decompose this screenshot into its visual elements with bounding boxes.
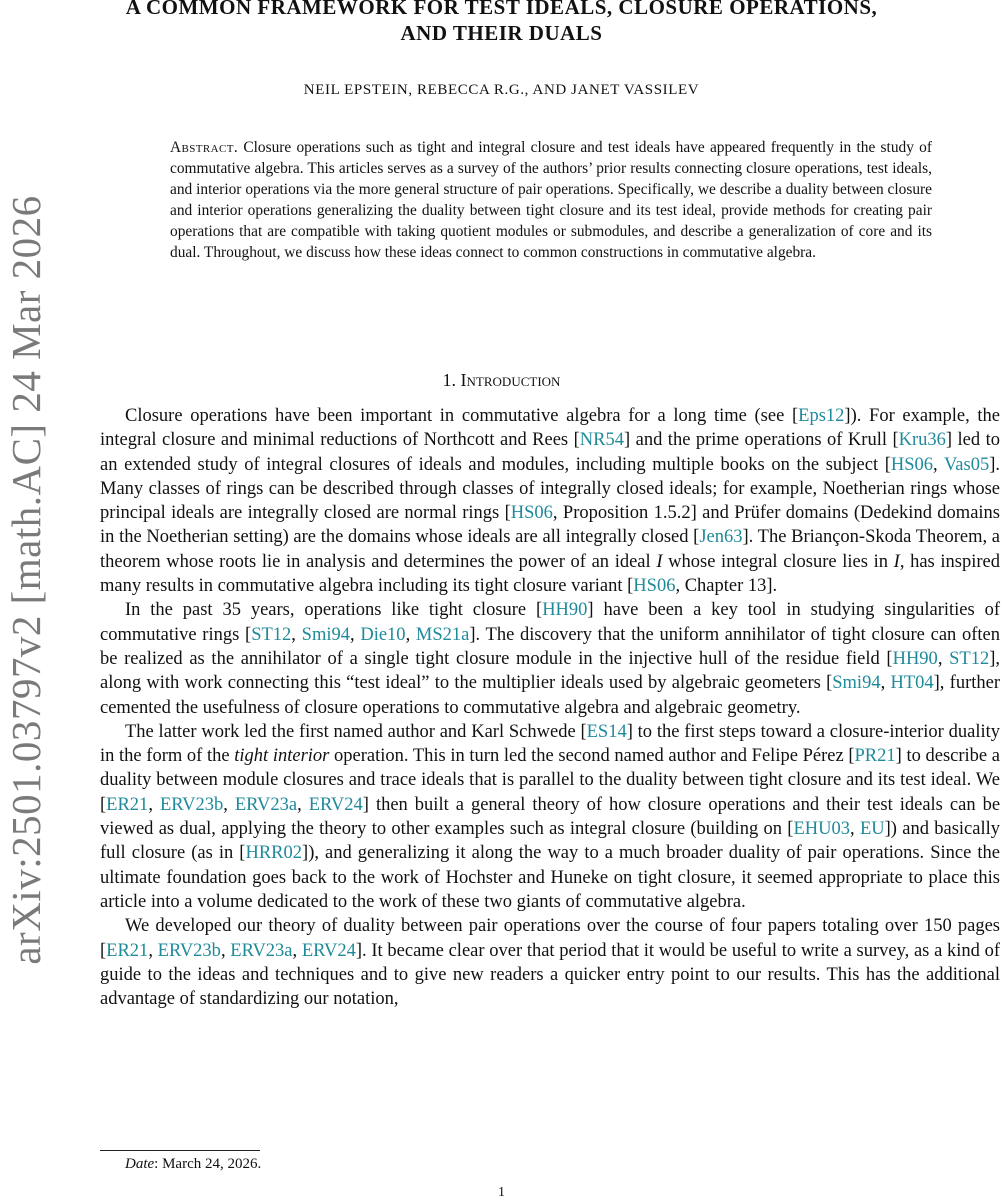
text-run: ] and the prime operations of Krull [ [623,430,899,451]
citation-link[interactable]: ERV23b [157,940,221,961]
footnote-label: Date [125,1156,155,1172]
math-symbol: I [656,551,663,572]
text-run: ] to the first steps toward a closure-interior duality in the form of the [100,721,1000,767]
text-run: , [223,794,235,815]
citation-link[interactable]: NR54 [579,430,624,451]
text-run: whose integral closure lies in [662,551,894,572]
text-run: ] to describe a duality between module closures and trace ideals that is parallel to the duality between tight closure and its test ideal. We [ [100,746,1000,815]
abstract-label: Abstract. [170,139,239,156]
citation-link[interactable]: Smi94 [301,624,350,645]
text-run: , [405,624,416,645]
page-number: 1 [498,1185,505,1200]
text-run: , [297,794,309,815]
paragraph-4 [100,914,1000,1011]
footnote [125,1156,261,1173]
text-run: ] have been a key tool in studying singularities of commutative rings [ [100,600,1000,645]
text-run: operation. This in turn led the second named author and Felipe Pérez [ [329,746,855,767]
text-run: ]. The Briançon-Skoda Theorem, a theorem whose roots lie in analysis and determines the power of an ideal [100,527,1000,572]
abstract [170,137,932,263]
text-run: , [933,454,944,475]
citation-link[interactable]: ES14 [586,721,627,742]
citation-link[interactable]: ST12 [251,624,292,645]
text-run: ]) and basically full closure (as in [ [100,819,1001,864]
title-line-2: AND THEIR DUALS [400,21,603,45]
section-number: 1. [442,370,457,390]
text-run: , Chapter 13]. [675,576,778,597]
text-run: ] led to an extended study of integral closures of ideals and modules, including multiple books on the subject [ [100,430,1001,475]
footnote-text: : March 24, 2026. [154,1156,262,1172]
text-run: , [148,940,158,961]
citation-link[interactable]: ERV23b [159,794,224,815]
text-run: , has inspired many results in commutative algebra including its tight closure variant [ [100,551,1000,597]
text-run: ]. Many classes of rings can be described through classes of integrally closed ideals; for example, Noetherian rings whose principal ideals are integrally closed are normal rings [ [100,454,1000,524]
footnote-rule [100,1150,260,1151]
citation-link[interactable]: Smi94 [832,673,881,694]
citation-link[interactable]: ST12 [949,648,990,669]
text-run: , [937,648,950,669]
text-run: The latter work led the first named author and Karl Schwede [ [125,721,587,742]
text-run: ]. It became clear over that period that it would be useful to write a survey, as a kind of guide to the ideas and techniques and to give new readers a quicker entry point to our results. This has the additional advantage of standardizing our notation, [100,940,1001,1010]
citation-link[interactable]: ERV23a [234,794,298,815]
body-text [100,404,1000,1011]
math-symbol: I [893,551,900,572]
citation-link[interactable]: HS06 [890,454,934,475]
citation-link[interactable]: HH90 [542,600,588,621]
paper-title [0,0,1003,46]
abstract-text: Closure operations such as tight and integral closure and test ideals have appeared frequently in the study of commutative algebra. This articles serves as a survey of the authors’ prior results connecting closure operations, test ideals, and interior operations via the more general structure of pair operations. Specifically, we describe a duality between closure and interior operations generalizing the duality between tight closure and its test ideal, provide methods for creating pair operations that are compatible with taking quotient modules or submodules, and describe a generalization of core and its dual. Throughout, we discuss how these ideas connect to common constructions in commutative algebra. [170,139,932,261]
citation-link[interactable]: Vas05 [943,454,990,475]
text-run: ]), and generalizing it along the way to a much broader duality of pair operations. Since the ultimate foundation goes back to the work of Hochster and Huneke on tight closure, it seemed appropriate to place this article into a volume dedicated to the work of these two giants of commutative algebra. [100,843,1000,912]
text-run: ]). For example, the integral closure and minimal reductions of Northcott and Rees [ [100,406,1000,451]
text-run: , [349,624,361,645]
citation-link[interactable]: HS06 [510,503,553,524]
text-run: , [220,940,231,961]
emphasis: tight interior [234,746,330,767]
citation-link[interactable]: HH90 [892,648,938,669]
section-title: Introduction [460,370,561,390]
citation-link[interactable]: PR21 [854,746,896,767]
citation-link[interactable]: ER21 [106,940,149,961]
text-run: ]. The discovery that the uniform annihilator of tight closure can often be realized as the annihilator of a single tight closure module in the injective hull of the residue field [ [100,624,1001,669]
citation-link[interactable]: MS21a [415,624,470,645]
text-run: , [880,673,891,694]
citation-link[interactable]: EHU03 [793,819,850,840]
text-run: Closure operations have been important in commutative algebra for a long time (see [125,406,792,426]
text-run: ] then built a general theory of how closure operations and their test ideals can be viewed as dual, applying the theory to other examples such as integral closure (building on [ [100,794,1001,840]
section-heading [0,370,1003,391]
paragraph-3 [100,720,1000,914]
text-run: ], along with work connecting this “test ideal” to the multiplier ideals used by algebraic geometers [ [100,648,1001,694]
citation-link[interactable]: HRR02 [245,843,303,864]
citation-link[interactable]: ERV23a [230,940,293,961]
citation-link[interactable]: ERV24 [308,794,363,815]
citation-link[interactable]: HT04 [890,673,934,694]
paragraph-2 [100,598,1000,719]
text-run: , [850,819,860,840]
text-run: , [292,940,302,961]
text-run: , [291,624,302,645]
title-line-1: A COMMON FRAMEWORK FOR TEST IDEALS, CLOSURE OPERATIONS, [125,0,878,19]
text-run: , [148,794,160,815]
citation-link[interactable]: Jen63 [699,527,743,548]
text-run: , Proposition 1.5.2] and Prüfer domains (Dedekind domains in the Noetherian setting) are the domains whose ideals are all integrally closed [ [100,503,1000,548]
paragraph-1: Closure operations have been important in commutative algebra for a long time (see [Eps12]). For example, the integral closure and minimal reductions of Northcott and Rees [NR54] and the prime operations of Krull [Kru36] led to an extended study of integral closures of ideals and modules, including multiple books on the subject [HS06, Vas05]. Many classes of rings can be described through classes of integrally closed ideals; for example, Noetherian rings whose principal ideals are integrally closed are normal rings [HS06, Proposition 1.5.2] and Prüfer domains (Dedekind domains in the Noetherian setting) are the domains whose ideals are all integrally closed [Jen63]. The Briançon-Skoda Theorem, a theorem whose roots lie in analysis and determines the power of an ideal I whose integral closure lies in I, has inspired many results in commutative algebra including its tight closure variant [HS06, Chapter 13]. [100,406,1001,597]
citation-link[interactable]: HS06 [633,576,676,597]
text-run: We developed our theory of duality between pair operations over the course of four papers totaling over 150 pages [ [100,916,1000,961]
arxiv-stamp: arXiv:2501.03797v2 [math.AC] 24 Mar 2026 [3,195,49,965]
citation-link[interactable]: ERV24 [301,940,356,961]
citation-link[interactable]: Kru36 [898,430,946,451]
citation-link[interactable]: EU [859,819,885,840]
text-run: ], further cemented the usefulness of closure operations to commutative algebra and algebraic geometry. [100,673,1001,718]
citation-link[interactable]: Die10 [360,624,406,645]
text-run: In the past 35 years, operations like tight closure [ [125,600,543,621]
citation-link[interactable]: ER21 [106,794,149,815]
authors: NEIL EPSTEIN, REBECCA R.G., AND JANET VASSILEV [303,82,700,98]
citation-link[interactable]: Eps12 [798,406,845,426]
